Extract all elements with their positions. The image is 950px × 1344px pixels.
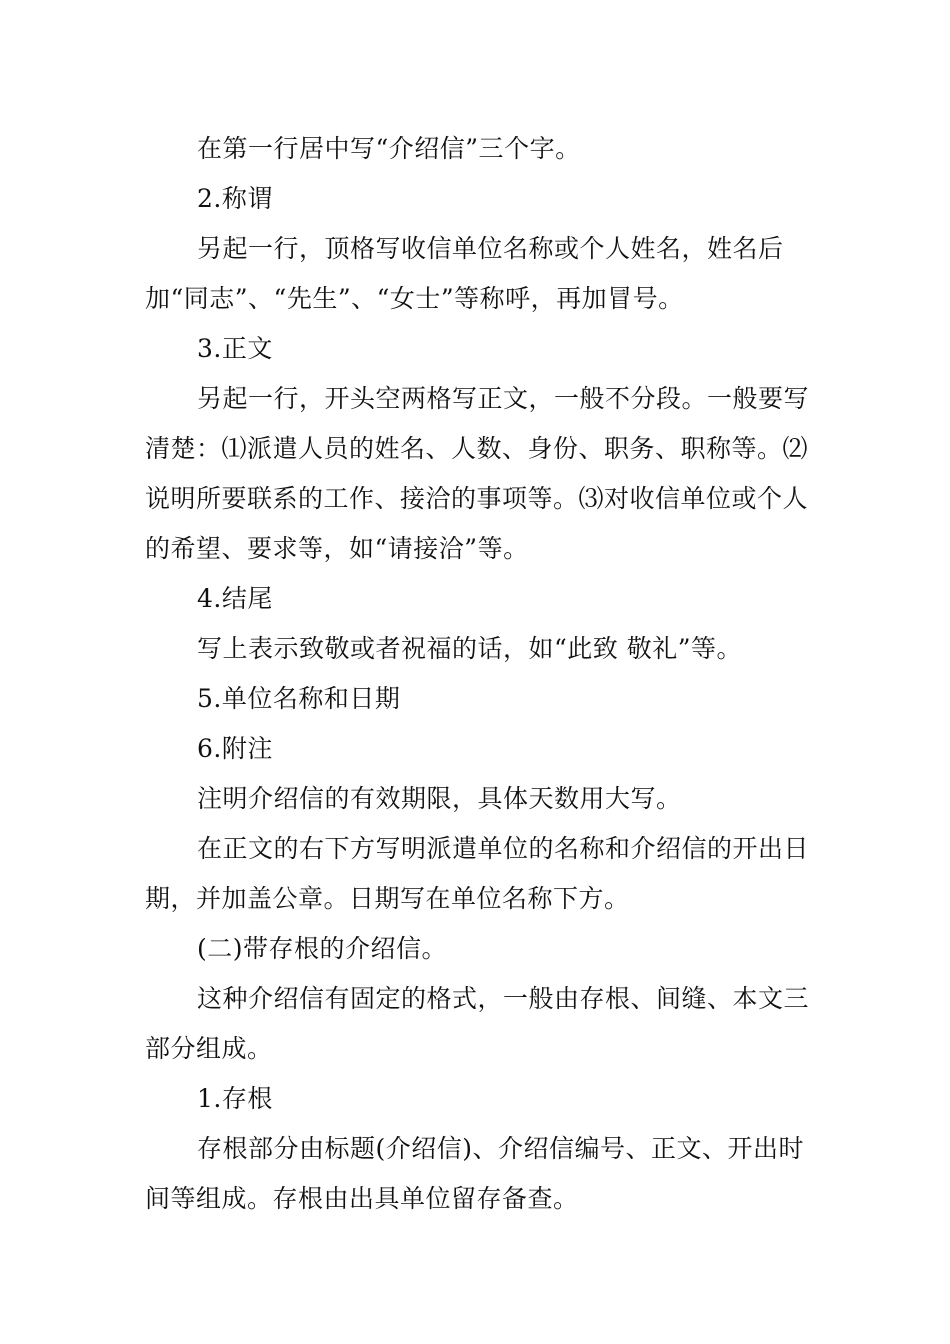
paragraph-salutation: 另起一行，顶格写收信单位名称或个人姓名，姓名后加“同志”、“先生”、“女士”等称呼，再加冒号。 <box>145 234 784 313</box>
paragraph-closing: 写上表示致敬或者祝福的话，如“此致 敬礼”等。 <box>197 634 743 663</box>
paragraph-stub-format: 这种介绍信有固定的格式，一般由存根、间缝、本文三部分组成。 <box>145 984 810 1063</box>
section-heading-note: 6.附注 <box>197 734 273 763</box>
paragraph-note-stamp: 在正文的右下方写明派遣单位的名称和介绍信的开出日期，并加盖公章。日期写在单位名称下方。 <box>145 834 810 913</box>
section-heading-body: 3.正文 <box>197 334 273 363</box>
section-heading-unit-date: 5.单位名称和日期 <box>197 684 401 713</box>
paragraph-note-validity: 注明介绍信的有效期限，具体天数用大写。 <box>197 784 682 813</box>
document-body <box>145 124 815 1224</box>
section-heading-stub: 1.存根 <box>197 1084 273 1113</box>
section-heading-closing: 4.结尾 <box>197 584 273 613</box>
paragraph-stub: 存根部分由标题(介绍信)、介绍信编号、正文、开出时间等组成。存根由出具单位留存备查。 <box>145 1134 805 1213</box>
paragraph-title-instruction: 在第一行居中写“介绍信”三个字。 <box>197 134 581 163</box>
paragraph-body: 另起一行，开头空两格写正文，一般不分段。一般要写清楚：⑴派遣人员的姓名、人数、身份、职务、职称等。⑵说明所要联系的工作、接洽的事项等。⑶对收信单位或个人的希望、要求等，如“请接洽”等。 <box>145 384 810 563</box>
section-heading-salutation: 2.称谓 <box>197 184 273 213</box>
section-heading-stub-letter: (二)带存根的介绍信。 <box>197 934 448 963</box>
